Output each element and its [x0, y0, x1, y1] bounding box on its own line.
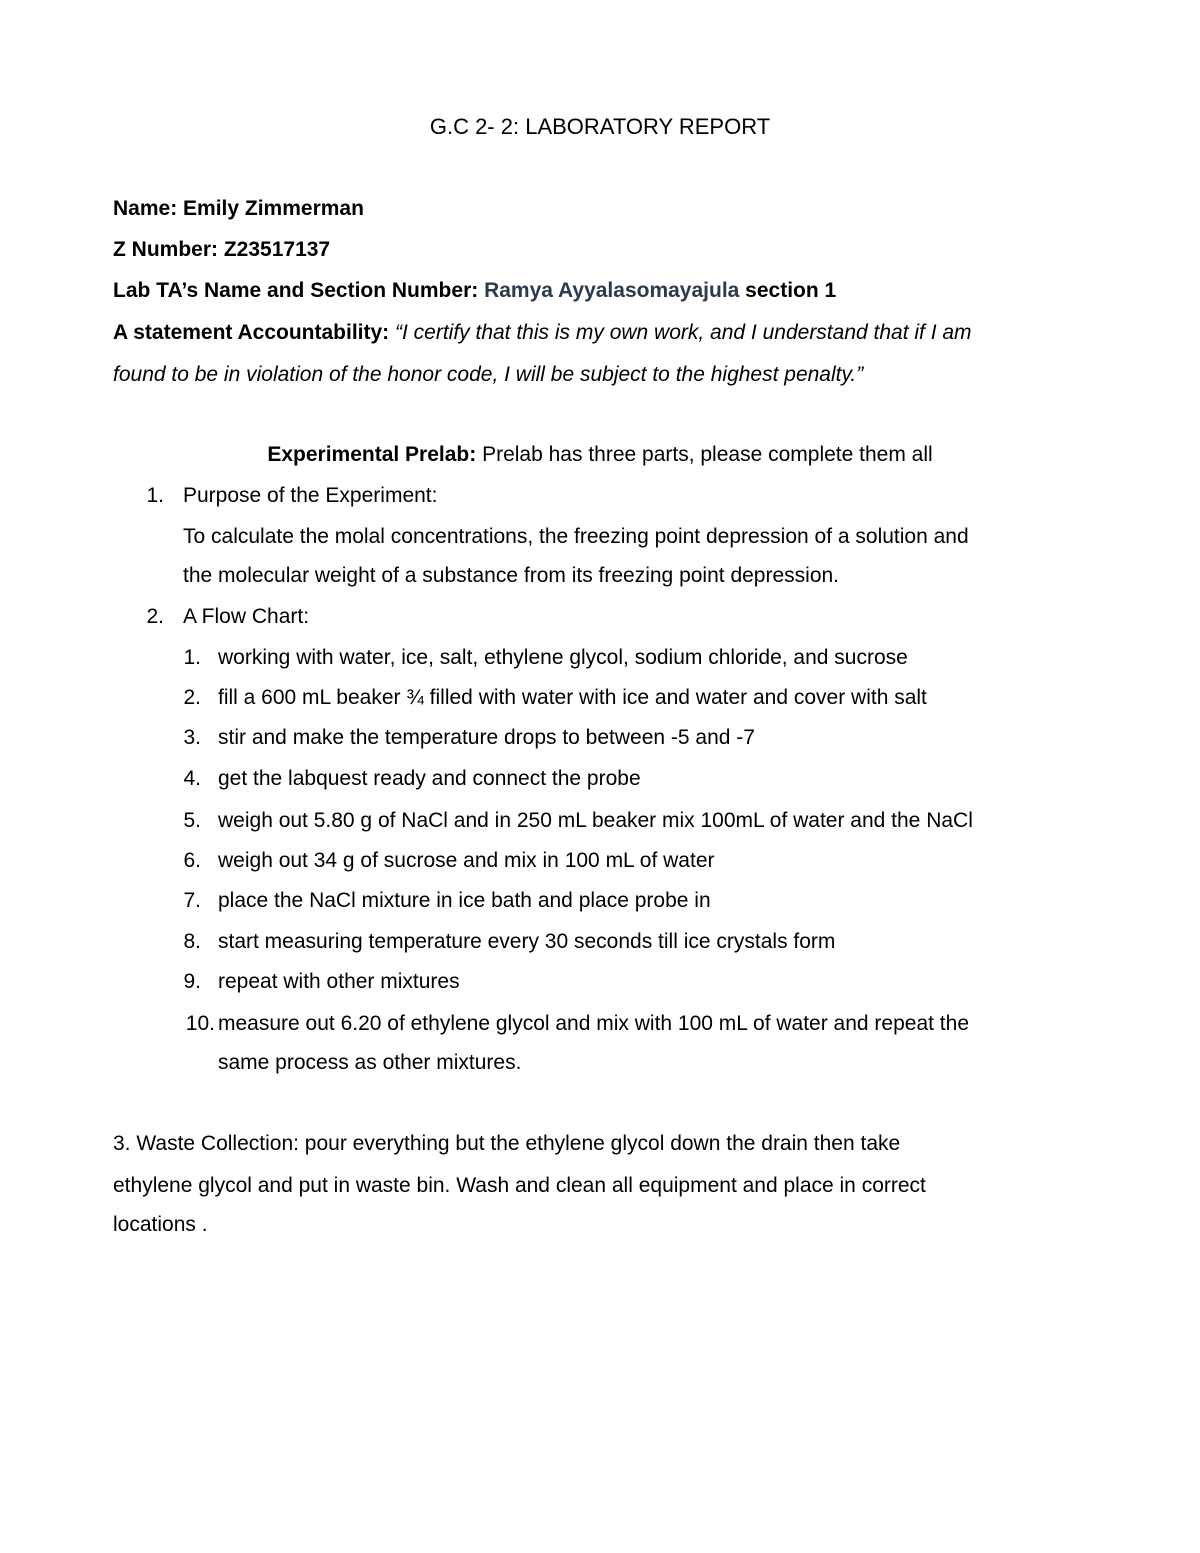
step-text: place the NaCl mixture in ice bath and place probe in	[218, 889, 711, 912]
purpose-label: Purpose of the Experiment:	[183, 484, 438, 507]
statement-line	[113, 320, 972, 346]
ta-name: Ramya Ayyalasomayajula	[484, 279, 740, 302]
step-number: 5.	[183, 809, 201, 832]
step-text: start measuring temperature every 30 seconds till ice crystals form	[218, 930, 836, 953]
step-number: 4.	[183, 767, 201, 790]
step-text: weigh out 34 g of sucrose and mix in 100 mL of water	[218, 849, 715, 872]
name-value: Emily Zimmerman	[183, 197, 364, 220]
flow-chart-label: A Flow Chart:	[183, 605, 310, 628]
znumber-label: Z Number:	[113, 238, 224, 261]
list-number: 2.	[146, 605, 164, 628]
page-title: G.C 2- 2: LABORATORY REPORT	[429, 114, 771, 139]
step-text: weigh out 5.80 g of NaCl and in 250 mL beaker mix 100mL of water and the NaCl	[218, 809, 973, 832]
step-text: repeat with other mixtures	[218, 970, 460, 993]
ta-line	[113, 278, 836, 304]
name-label: Name:	[113, 197, 184, 220]
step-number: 6.	[183, 849, 201, 872]
list-number: 1.	[146, 484, 164, 507]
step-text: measure out 6.20 of ethylene glycol and mix with 100 mL of water and repeat the	[218, 1012, 969, 1035]
znumber-value: Z23517137	[223, 238, 331, 261]
step-text-continuation: same process as other mixtures.	[218, 1051, 522, 1074]
prelab-heading-label: Experimental Prelab:	[267, 443, 477, 466]
step-text: stir and make the temperature drops to between -5 and -7	[218, 726, 755, 749]
znumber-line	[113, 237, 330, 263]
waste-collection-line-3: locations .	[113, 1213, 208, 1236]
step-text: get the labquest ready and connect the probe	[218, 767, 641, 790]
ta-section: section 1	[739, 279, 837, 302]
waste-collection-line-1: 3. Waste Collection: pour everything but the ethylene glycol down the drain then take	[113, 1132, 901, 1155]
ta-label: Lab TA’s Name and Section Number:	[113, 279, 485, 302]
prelab-heading	[0, 442, 1200, 468]
step-text: fill a 600 mL beaker ¾ filled with water with ice and water and cover with salt	[218, 686, 927, 709]
step-number: 3.	[183, 726, 201, 749]
step-number: 9.	[183, 970, 201, 993]
statement-text-2: found to be in violation of the honor code, I will be subject to the highest penalty.”	[113, 363, 864, 386]
purpose-text-1: To calculate the molal concentrations, the freezing point depression of a solution and	[183, 525, 969, 548]
name-line	[113, 196, 364, 222]
step-number: 2.	[183, 686, 201, 709]
purpose-text-2: the molecular weight of a substance from its freezing point depression.	[183, 564, 840, 587]
statement-text-1: “I certify that this is my own work, and I understand that if I am	[394, 321, 972, 344]
step-number: 10.	[185, 1012, 215, 1035]
step-text: working with water, ice, salt, ethylene glycol, sodium chloride, and sucrose	[218, 646, 908, 669]
step-number: 7.	[183, 889, 201, 912]
waste-collection-line-2: ethylene glycol and put in waste bin. Wash and clean all equipment and place in correct	[113, 1174, 926, 1197]
prelab-heading-text: Prelab has three parts, please complete them all	[476, 443, 933, 466]
statement-label: A statement Accountability:	[113, 321, 395, 344]
step-number: 8.	[183, 930, 201, 953]
step-number: 1.	[183, 646, 201, 669]
